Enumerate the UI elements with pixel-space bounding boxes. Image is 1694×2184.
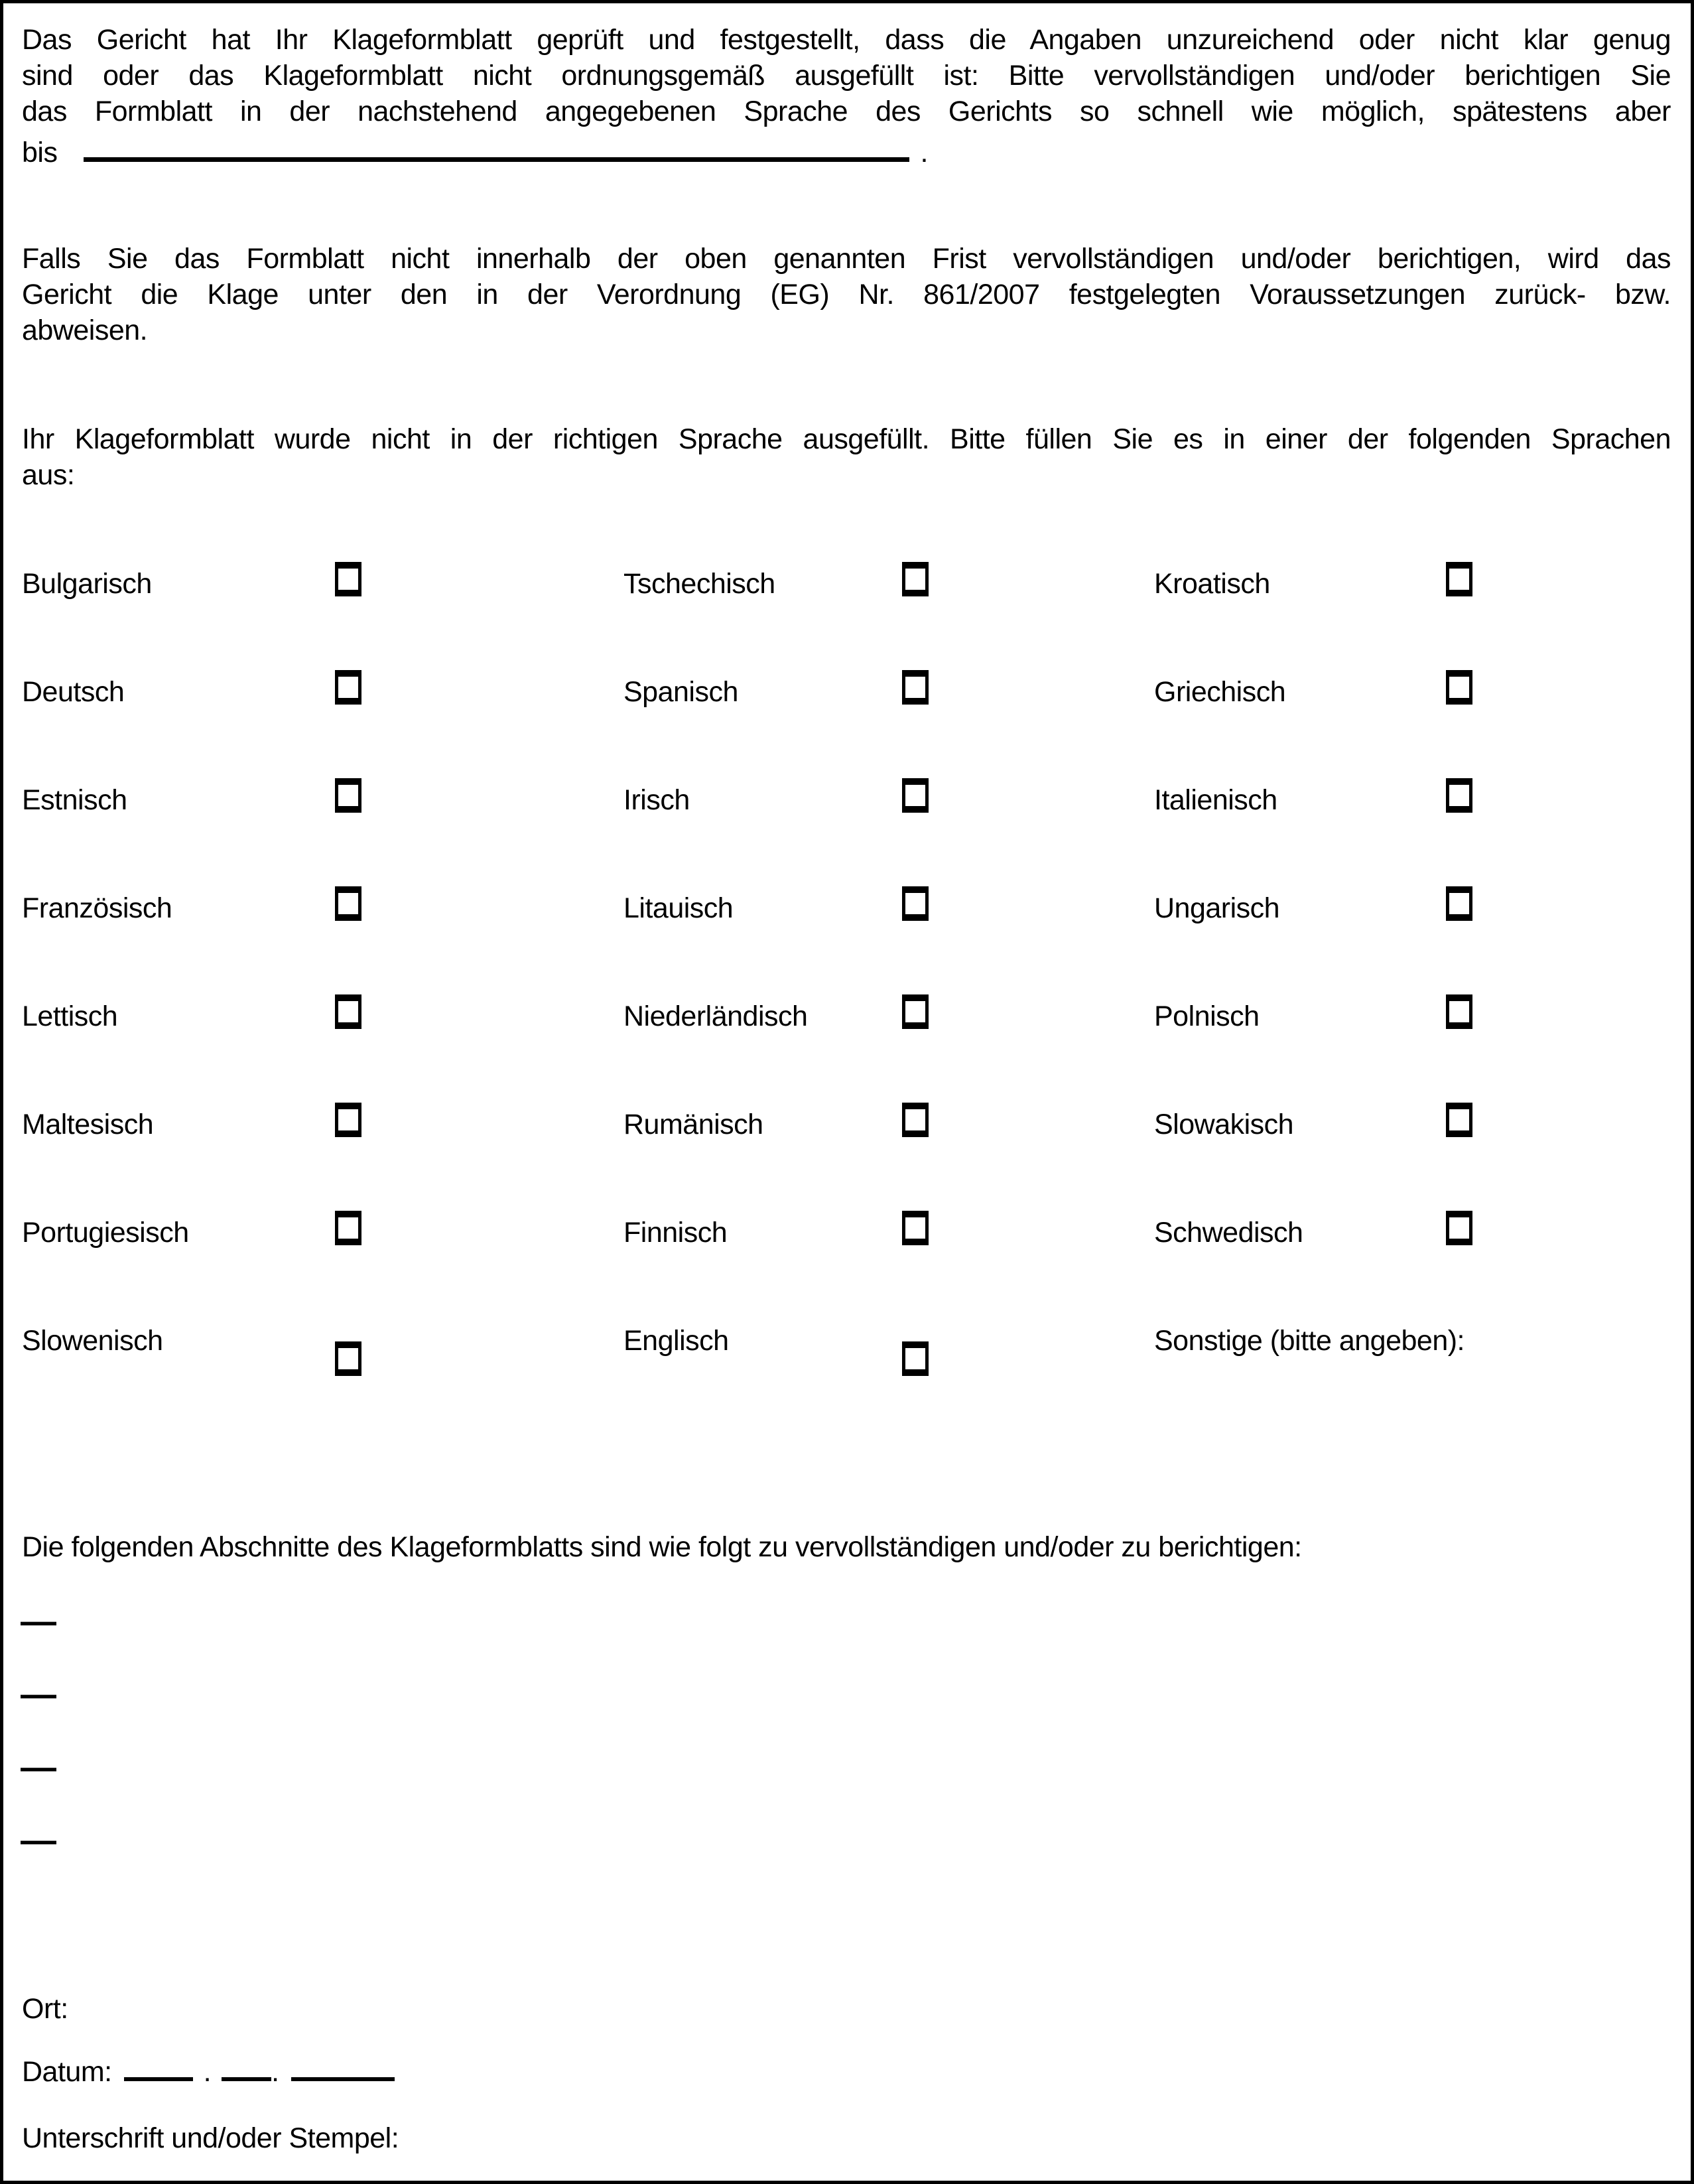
language-label-maltesisch: Maltesisch xyxy=(22,1109,154,1140)
language-row xyxy=(22,1107,1671,1215)
unterschrift-label: Unterschrift und/oder Stempel: xyxy=(22,2122,399,2154)
paragraph-line: abweisen. xyxy=(22,314,148,346)
deadline-line xyxy=(22,129,1671,171)
paragraph-line: das Formblatt in der nachstehend angegebenen Sprache des Gerichts so schnell wie möglich, spätestens aber xyxy=(22,96,1671,127)
datum-separator: . xyxy=(271,2056,279,2088)
checkbox-bulgarisch[interactable] xyxy=(335,562,361,596)
datum-separator: . xyxy=(203,2056,212,2088)
language-row xyxy=(22,1323,1671,1431)
language-label-italienisch: Italienisch xyxy=(1154,784,1277,816)
deadline-prefix: bis xyxy=(22,137,58,169)
datum-month-field[interactable] xyxy=(222,2055,271,2081)
language-label-polnisch: Polnisch xyxy=(1154,1000,1260,1032)
checkbox-portugiesisch[interactable] xyxy=(335,1211,361,1245)
ort-label: Ort: xyxy=(22,1993,68,2025)
checkbox-polnisch[interactable] xyxy=(1446,994,1472,1029)
language-row xyxy=(22,782,1671,890)
language-label-rumanisch: Rumänisch xyxy=(623,1109,763,1140)
language-label-deutsch: Deutsch xyxy=(22,676,125,708)
checkbox-schwedisch[interactable] xyxy=(1446,1211,1472,1245)
datum-day-field[interactable] xyxy=(124,2055,193,2081)
language-label-tschechisch: Tschechisch xyxy=(623,568,775,600)
datum-year-field[interactable] xyxy=(291,2055,395,2081)
language-label-englisch: Englisch xyxy=(623,1325,729,1357)
checkbox-rumanisch[interactable] xyxy=(902,1103,929,1137)
checkbox-englisch[interactable] xyxy=(902,1341,929,1376)
paragraph-line: Das Gericht hat Ihr Klageformblatt geprüft und festgestellt, dass die Angaben unzureichend oder nicht klar genug xyxy=(22,24,1671,56)
language-label-griechisch: Griechisch xyxy=(1154,676,1286,708)
paragraph-line: aus: xyxy=(22,459,75,491)
language-label-lettisch: Lettisch xyxy=(22,1000,118,1032)
checkbox-lettisch[interactable] xyxy=(335,994,361,1029)
list-dash-marker: — xyxy=(21,1747,56,1787)
list-dash-marker: — xyxy=(21,1602,56,1641)
checkbox-ungarisch[interactable] xyxy=(1446,886,1472,921)
checkbox-finnisch[interactable] xyxy=(902,1211,929,1245)
checkbox-slowakisch[interactable] xyxy=(1446,1103,1472,1137)
checkbox-slowenisch[interactable] xyxy=(335,1341,361,1376)
language-label-estnisch: Estnisch xyxy=(22,784,127,816)
datum-label: Datum: xyxy=(22,2056,112,2088)
language-label-niederlandisch: Niederländisch xyxy=(623,1000,808,1032)
datum-row xyxy=(22,2054,395,2090)
paragraph-line: Gericht die Klage unter den in der Verordnung (EG) Nr. 861/2007 festgelegten Voraussetzungen zurück- bzw. xyxy=(22,279,1671,310)
language-label-schwedisch: Schwedisch xyxy=(1154,1217,1303,1249)
language-label-franzosisch: Französisch xyxy=(22,892,172,924)
checkbox-irisch[interactable] xyxy=(902,778,929,813)
checkbox-litauisch[interactable] xyxy=(902,886,929,921)
language-grid xyxy=(22,566,1671,1431)
language-label-finnisch: Finnisch xyxy=(623,1217,728,1249)
language-row xyxy=(22,674,1671,782)
language-label-spanisch: Spanisch xyxy=(623,676,738,708)
checkbox-estnisch[interactable] xyxy=(335,778,361,813)
checkbox-niederlandisch[interactable] xyxy=(902,994,929,1029)
checkbox-franzosisch[interactable] xyxy=(335,886,361,921)
completion-heading: Die folgenden Abschnitte des Klageformblatts sind wie folgt zu vervollständigen und/oder zu berichtigen: xyxy=(22,1531,1302,1563)
rejection-warning-paragraph xyxy=(22,241,1671,348)
language-label-bulgarisch: Bulgarisch xyxy=(22,568,152,600)
language-label-slowakisch: Slowakisch xyxy=(1154,1109,1294,1140)
language-row xyxy=(22,890,1671,998)
checkbox-italienisch[interactable] xyxy=(1446,778,1472,813)
language-row xyxy=(22,998,1671,1107)
paragraph-line: Falls Sie das Formblatt nicht innerhalb der oben genannten Frist vervollständigen und/oder berichtigen, wird das xyxy=(22,243,1671,275)
paragraph-line: sind oder das Klageformblatt nicht ordnungsgemäß ausgefüllt ist: Bitte vervollständigen und/oder berichtigen Sie xyxy=(22,60,1671,92)
intro-paragraph xyxy=(22,22,1671,171)
paragraph-line: Ihr Klageformblatt wurde nicht in der richtigen Sprache ausgefüllt. Bitte füllen Sie es in einer der folgenden Sprachen xyxy=(22,423,1671,455)
language-label-ungarisch: Ungarisch xyxy=(1154,892,1280,924)
deadline-period: . xyxy=(920,137,928,169)
language-label-sonstige-bitte-angeben: Sonstige (bitte angeben): xyxy=(1154,1325,1465,1357)
language-label-portugiesisch: Portugiesisch xyxy=(22,1217,189,1249)
language-label-kroatisch: Kroatisch xyxy=(1154,568,1270,600)
language-label-irisch: Irisch xyxy=(623,784,690,816)
list-dash-marker: — xyxy=(21,1674,56,1714)
checkbox-kroatisch[interactable] xyxy=(1446,562,1472,596)
checkbox-deutsch[interactable] xyxy=(335,670,361,705)
language-row xyxy=(22,1215,1671,1323)
deadline-blank-field[interactable] xyxy=(84,129,909,162)
list-dash-marker: — xyxy=(21,1820,56,1860)
checkbox-maltesisch[interactable] xyxy=(335,1103,361,1137)
language-label-slowenisch: Slowenisch xyxy=(22,1325,163,1357)
checkbox-tschechisch[interactable] xyxy=(902,562,929,596)
checkbox-spanisch[interactable] xyxy=(902,670,929,705)
language-instruction-paragraph xyxy=(22,421,1671,493)
language-row xyxy=(22,566,1671,674)
checkbox-griechisch[interactable] xyxy=(1446,670,1472,705)
language-label-litauisch: Litauisch xyxy=(623,892,734,924)
